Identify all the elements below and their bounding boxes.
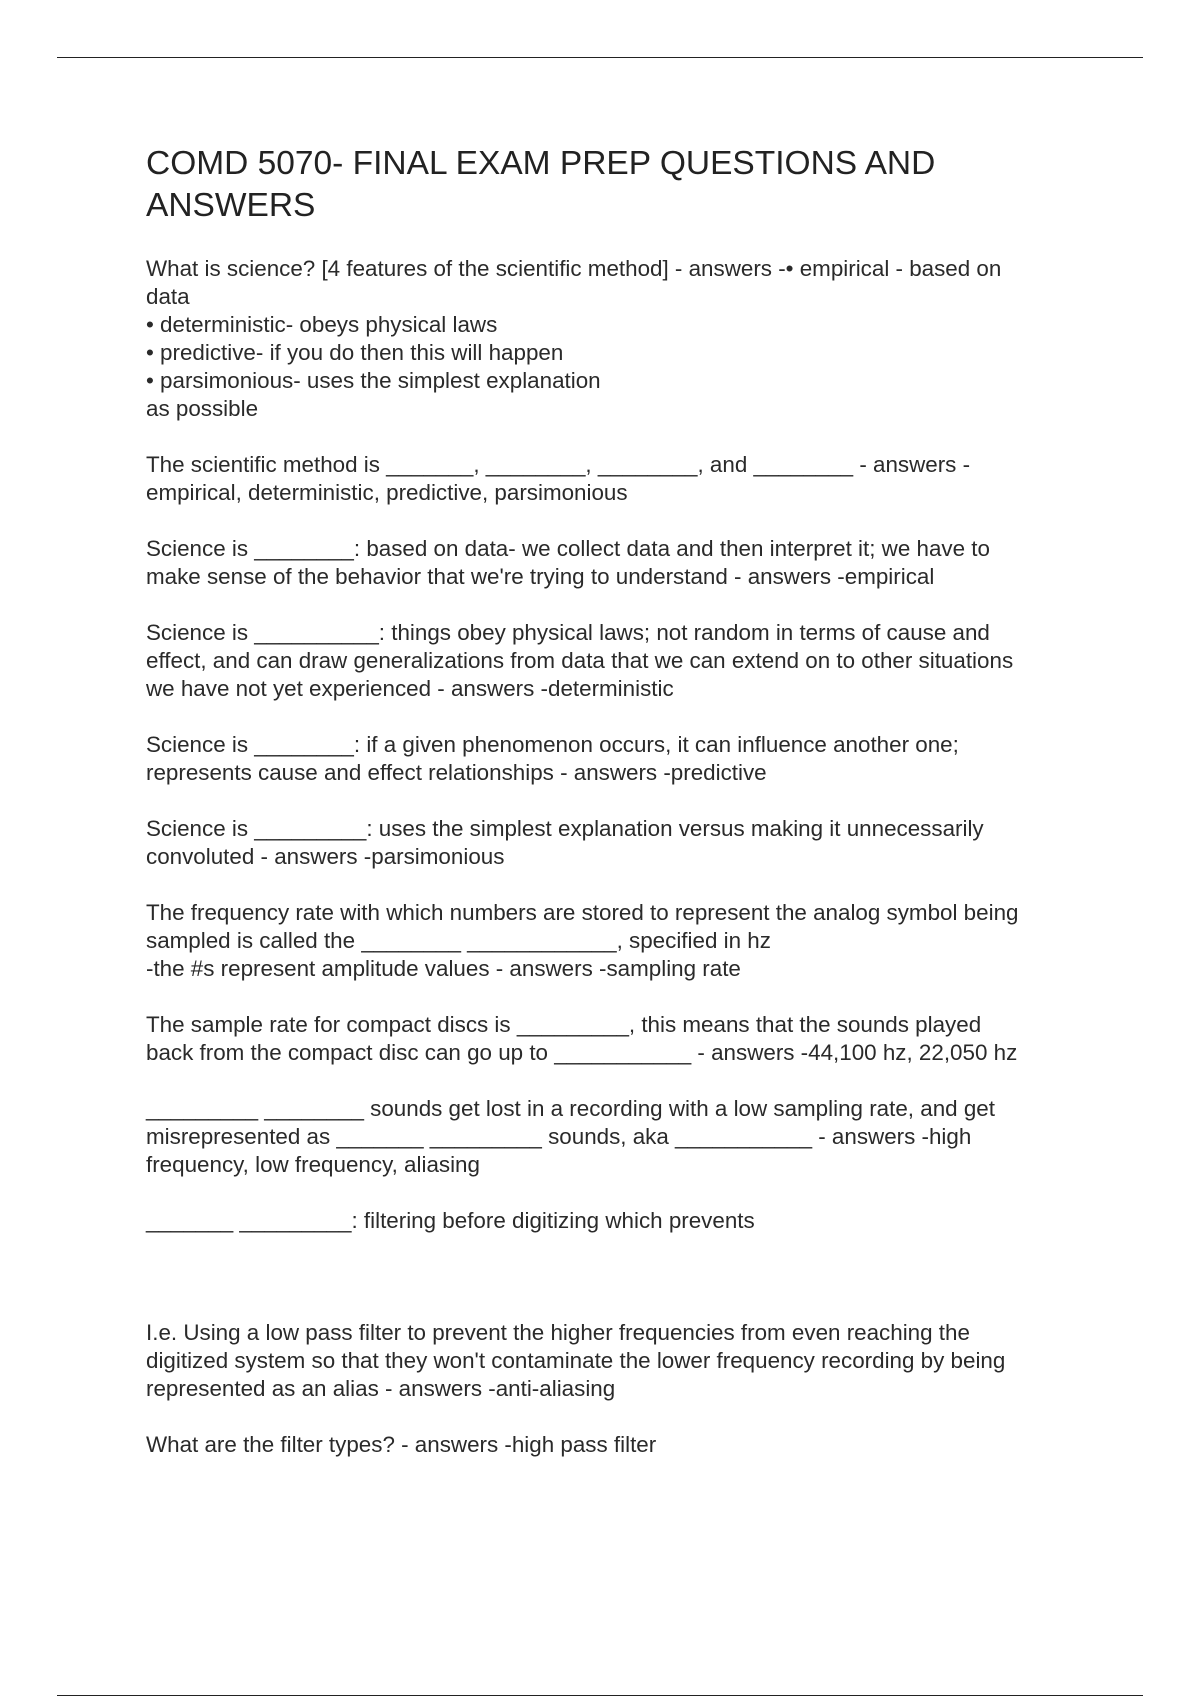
qa-paragraph-1: What is science? [4 features of the scientific method] - answers -• empirical - based on data • deterministic- obeys physical laws • predictive- if you do then this will happen • parsimonious- uses the simplest explanation as possible bbox=[146, 256, 1002, 421]
qa-paragraph-12: What are the filter types? - answers -high pass filter bbox=[146, 1432, 657, 1457]
qa-paragraph-11: I.e. Using a low pass filter to prevent the higher frequencies from even reaching the digitized system so that they won't contaminate the lower frequency recording by being represented as an alias - answers -anti-aliasing bbox=[146, 1320, 1006, 1401]
qa-paragraph-7: The frequency rate with which numbers are stored to represent the analog symbol being sampled is called the ________ ____________, specified in hz -the #s represent amplitude values - answers -sampling rate bbox=[146, 900, 1019, 981]
qa-paragraph-5: Science is ________: if a given phenomenon occurs, it can influence another one; represents cause and effect relationships - answers -predictive bbox=[146, 732, 959, 785]
top-rule bbox=[57, 57, 1143, 58]
qa-paragraph-6: Science is _________: uses the simplest explanation versus making it unnecessarily convoluted - answers -parsimonious bbox=[146, 816, 984, 869]
qa-paragraph-10: _______ _________: filtering before digitizing which prevents bbox=[146, 1208, 755, 1233]
qa-paragraph-2: The scientific method is _______, ________, ________, and ________ - answers - empirical, deterministic, predictive, parsimonious bbox=[146, 452, 971, 505]
qa-paragraph-4: Science is __________: things obey physical laws; not random in terms of cause and effect, and can draw generalizations from data that we can extend on to other situations we have not yet experienced - answers -deterministic bbox=[146, 620, 1014, 701]
qa-paragraph-9: _________ ________ sounds get lost in a recording with a low sampling rate, and get misrepresented as _______ _________ sounds, aka ___________ - answers -high frequency, low frequency, aliasing bbox=[146, 1096, 995, 1177]
qa-paragraph-8: The sample rate for compact discs is _________, this means that the sounds played back from the compact disc can go up to ___________ - answers -44,100 hz, 22,050 hz bbox=[146, 1012, 1018, 1065]
document-title: COMD 5070- FINAL EXAM PREP QUESTIONS AND ANSWERS bbox=[146, 145, 936, 224]
document-body bbox=[146, 143, 1106, 1487]
bottom-rule bbox=[57, 1695, 1143, 1696]
qa-paragraph-3: Science is ________: based on data- we collect data and then interpret it; we have to make sense of the behavior that we're trying to understand - answers -empirical bbox=[146, 536, 990, 589]
